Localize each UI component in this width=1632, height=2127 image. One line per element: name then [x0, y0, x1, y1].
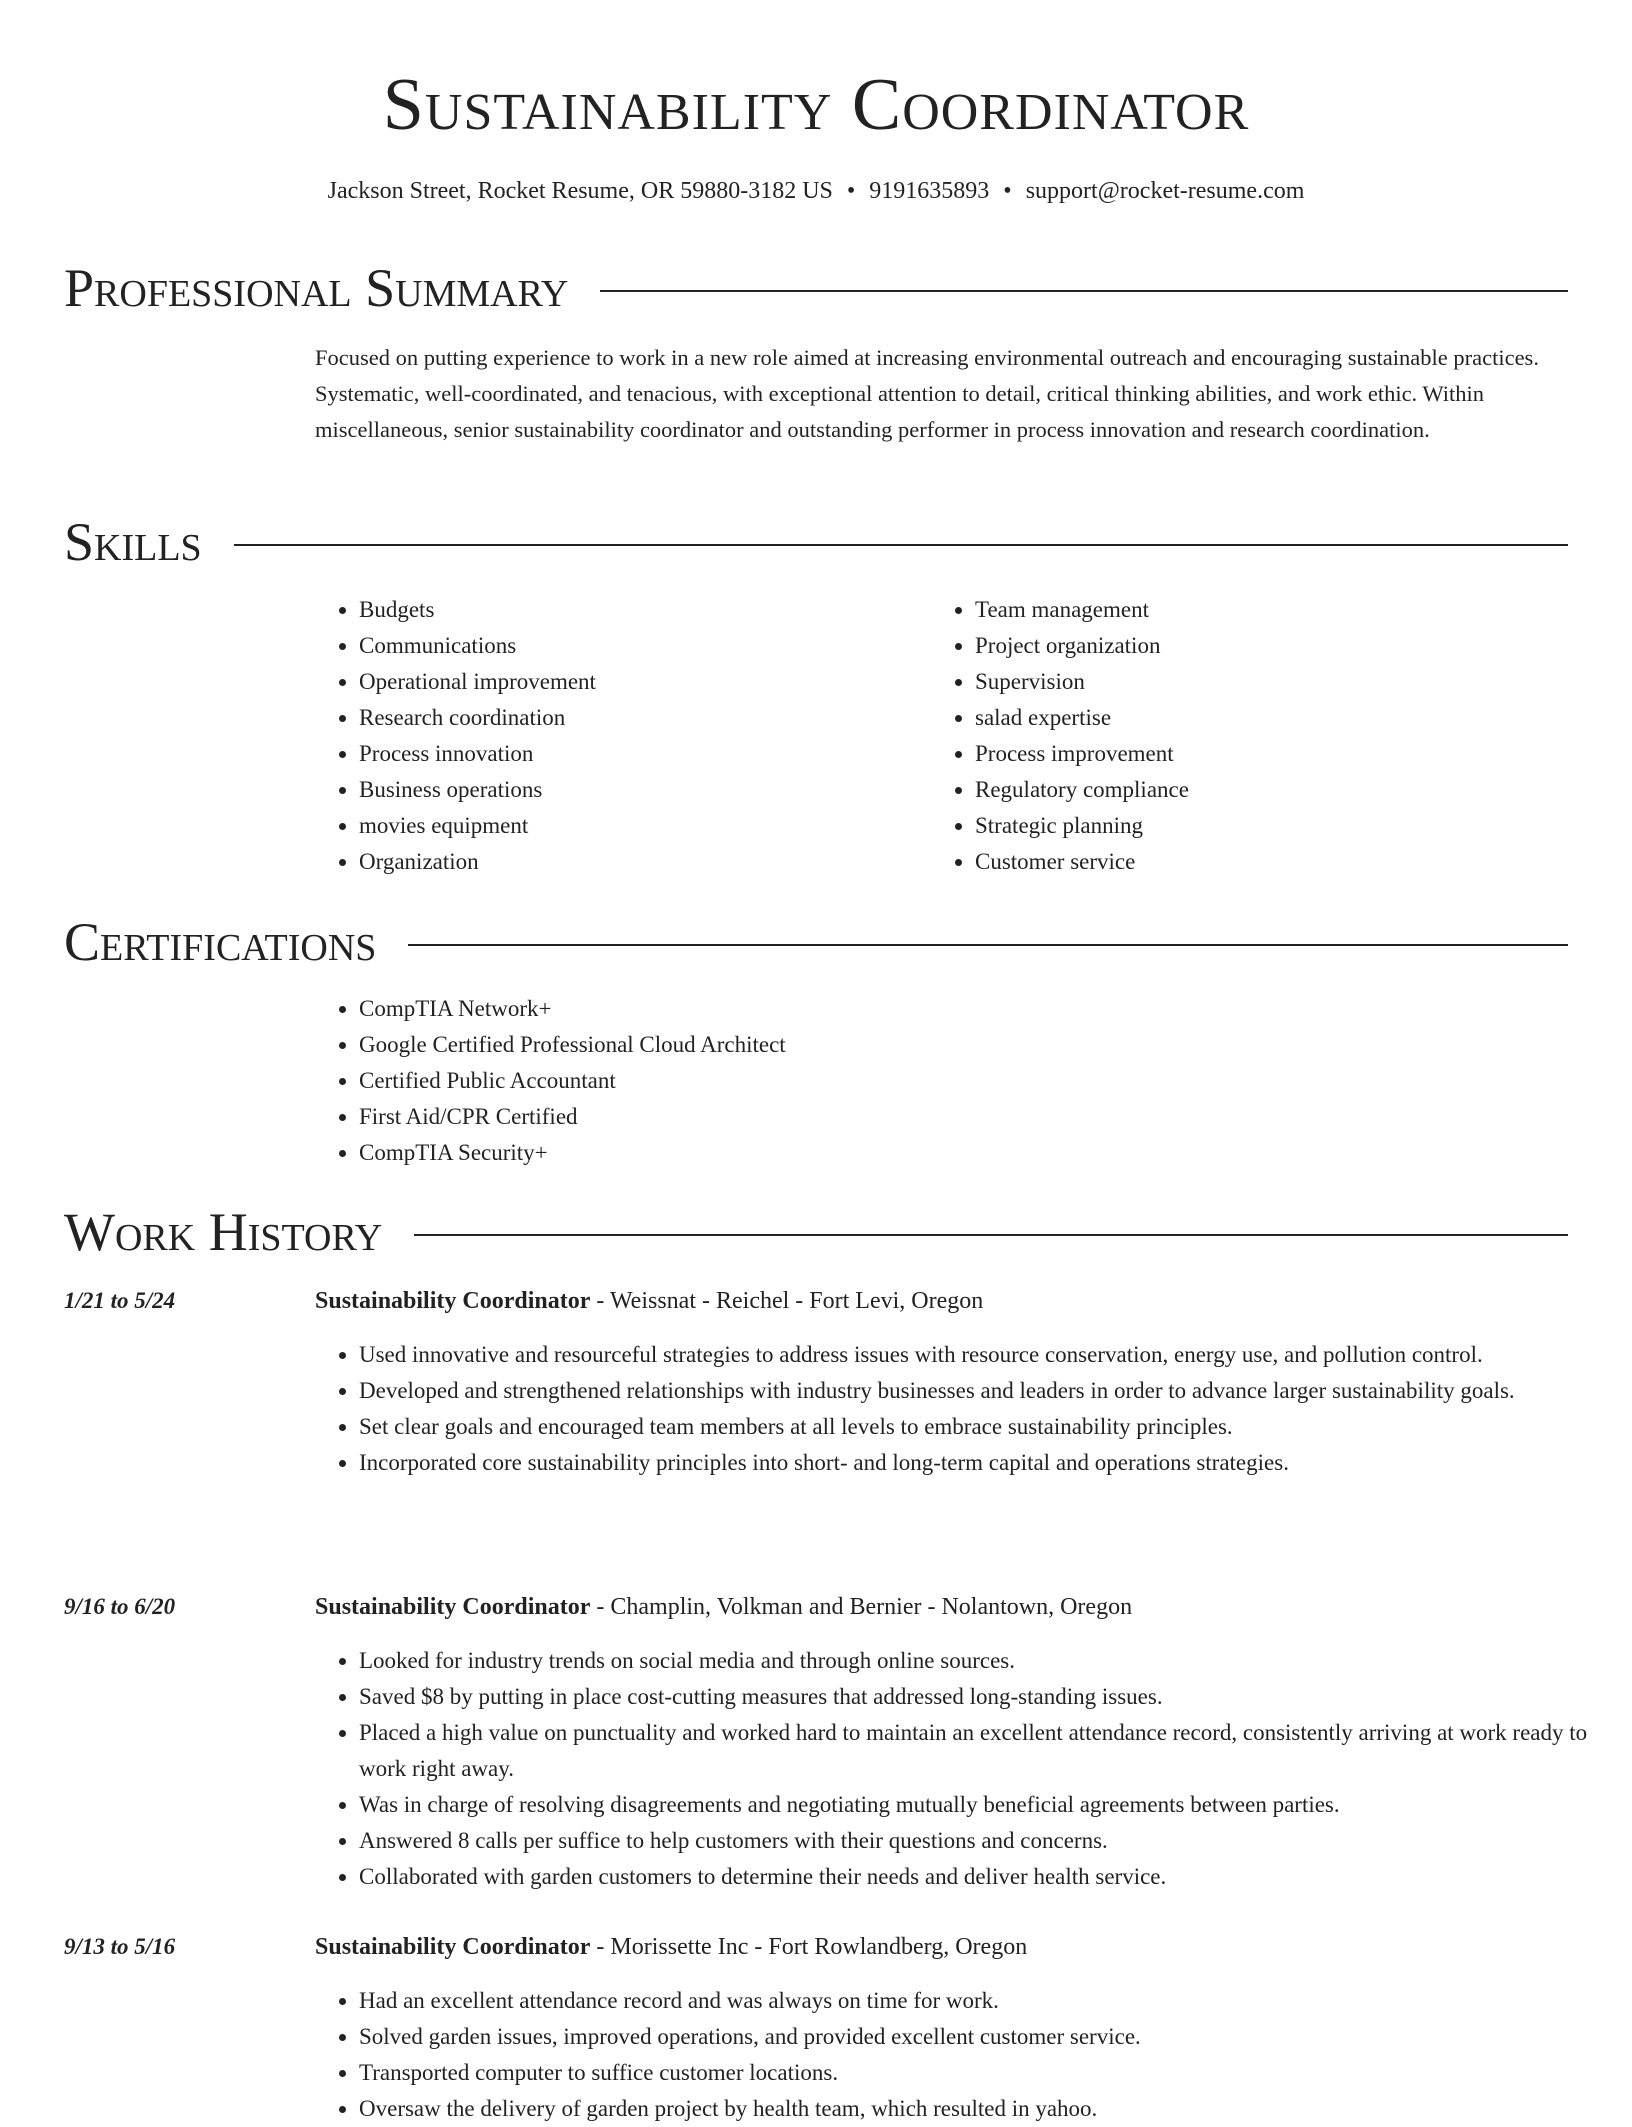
- certifications-section-header: [64, 910, 1568, 974]
- skill-item: • Organization: [359, 844, 875, 880]
- skill-item: • Research coordination: [359, 700, 875, 736]
- contact-line: [0, 176, 1632, 206]
- job-title: Sustainability Coordinator: [315, 1288, 591, 1314]
- skill-item: • salad expertise: [975, 700, 1491, 736]
- section-divider: [600, 290, 1568, 292]
- job-title: Sustainability Coordinator: [315, 1594, 591, 1620]
- skill-item: • Process improvement: [975, 736, 1491, 772]
- job-title: Sustainability Coordinator: [315, 1934, 591, 1960]
- skill-item: • Business operations: [359, 772, 875, 808]
- job-bullet: • Used innovative and resourceful strategies to address issues with resource conservation, energy use, and pollution control.: [359, 1337, 1621, 1373]
- job-bullet: • Set clear goals and encouraged team members at all levels to embrace sustainability principles.: [359, 1409, 1621, 1445]
- skill-item: • Project organization: [975, 628, 1491, 664]
- job-bullet: • Oversaw the delivery of garden project by health team, which resulted in yahoo.: [359, 2091, 1621, 2127]
- skills-section-header: [64, 510, 1568, 574]
- job-bullet: • Had an excellent attendance record and was always on time for work.: [359, 1983, 1621, 2019]
- skill-item: • Team management: [975, 592, 1491, 628]
- section-divider: [234, 544, 1568, 546]
- section-divider: [414, 1234, 1568, 1236]
- contact-phone: 9191635893: [869, 178, 990, 204]
- job-bullet: • Incorporated core sustainability principles into short- and long-term capital and operations strategies.: [359, 1445, 1621, 1481]
- work-history-section-header: [64, 1200, 1568, 1264]
- job-dates: 9/16 to 6/20: [64, 1594, 176, 1619]
- certification-item: • Certified Public Accountant: [359, 1063, 1115, 1099]
- contact-separator: •: [846, 178, 856, 204]
- job-bullet: • Collaborated with garden customers to determine their needs and deliver health service.: [359, 1859, 1621, 1895]
- skill-item: • Regulatory compliance: [975, 772, 1491, 808]
- job-employer-location: - Morissette Inc - Fort Rowlandberg, Oregon: [590, 1934, 1028, 1960]
- job-bullet: • Was in charge of resolving disagreements and negotiating mutually beneficial agreements between parties.: [359, 1787, 1621, 1823]
- job-bullets: [315, 1983, 1621, 2127]
- skills-right-column: [931, 592, 1491, 880]
- skill-item: • Communications: [359, 628, 875, 664]
- job-employer-location: - Champlin, Volkman and Bernier - Nolantown, Oregon: [590, 1594, 1133, 1620]
- certifications-list: [315, 991, 1115, 1171]
- job-bullet: • Developed and strengthened relationships with industry businesses and leaders in order to advance larger sustainability goals.: [359, 1373, 1621, 1409]
- summary-heading: Professional Summary: [64, 258, 569, 318]
- summary-section-header: [64, 256, 1568, 320]
- contact-separator: •: [1003, 178, 1012, 204]
- section-divider: [408, 944, 1568, 946]
- job-dates: 1/21 to 5/24: [64, 1288, 176, 1313]
- certification-item: • CompTIA Security+: [359, 1135, 1115, 1171]
- job-bullet: • Placed a high value on punctuality and worked hard to maintain an excellent attendance record, consistently arriving at work ready to work right away.: [359, 1715, 1621, 1787]
- skills-left-column: [315, 592, 875, 880]
- job-bullet: • Transported computer to suffice customer locations.: [359, 2055, 1621, 2091]
- skill-item: • Process innovation: [359, 736, 875, 772]
- contact-email: support@rocket-resume.com: [1025, 178, 1305, 204]
- job-title-line: [315, 1283, 983, 1319]
- skill-item: • Operational improvement: [359, 664, 875, 700]
- certification-item: • Google Certified Professional Cloud Architect: [359, 1027, 1115, 1063]
- job-title-line: [315, 1929, 1027, 1965]
- resume-name: Sustainability Coordinator: [382, 64, 1250, 146]
- work-history-heading: Work History: [64, 1202, 383, 1262]
- skill-item: • Supervision: [975, 664, 1491, 700]
- skills-heading: Skills: [64, 512, 202, 572]
- certification-item: • First Aid/CPR Certified: [359, 1099, 1115, 1135]
- job-title-line: [315, 1589, 1132, 1625]
- job-dates: 9/13 to 5/16: [64, 1934, 176, 1959]
- contact-address: Jackson Street, Rocket Resume, OR 59880-3182 US: [327, 178, 833, 204]
- certifications-heading: Certifications: [64, 912, 377, 972]
- job-bullet: • Saved $8 by putting in place cost-cutting measures that addressed long-standing issues.: [359, 1679, 1621, 1715]
- job-employer-location: - Weissnat - Reichel - Fort Levi, Oregon: [590, 1288, 984, 1314]
- certification-item: • CompTIA Network+: [359, 991, 1115, 1027]
- job-bullet: • Solved garden issues, improved operations, and provided excellent customer service.: [359, 2019, 1621, 2055]
- skill-item: • Strategic planning: [975, 808, 1491, 844]
- job-bullets: [315, 1337, 1621, 1481]
- skill-item: • Customer service: [975, 844, 1491, 880]
- job-bullets: [315, 1643, 1621, 1895]
- summary-text: Focused on putting experience to work in a new role aimed at increasing environmental outreach and encouraging sustainable practices. Systematic, well-coordinated, and tenacious, with exceptional attention to detail, critical thinking abilities, and work ethic. Within miscellaneous, senior sustainability coordinator and outstanding performer in process innovation and research coordination.: [315, 345, 1539, 442]
- skill-item: • movies equipment: [359, 808, 875, 844]
- skill-item: • Budgets: [359, 592, 875, 628]
- job-bullet: • Looked for industry trends on social media and through online sources.: [359, 1643, 1621, 1679]
- job-bullet: • Answered 8 calls per suffice to help customers with their questions and concerns.: [359, 1823, 1621, 1859]
